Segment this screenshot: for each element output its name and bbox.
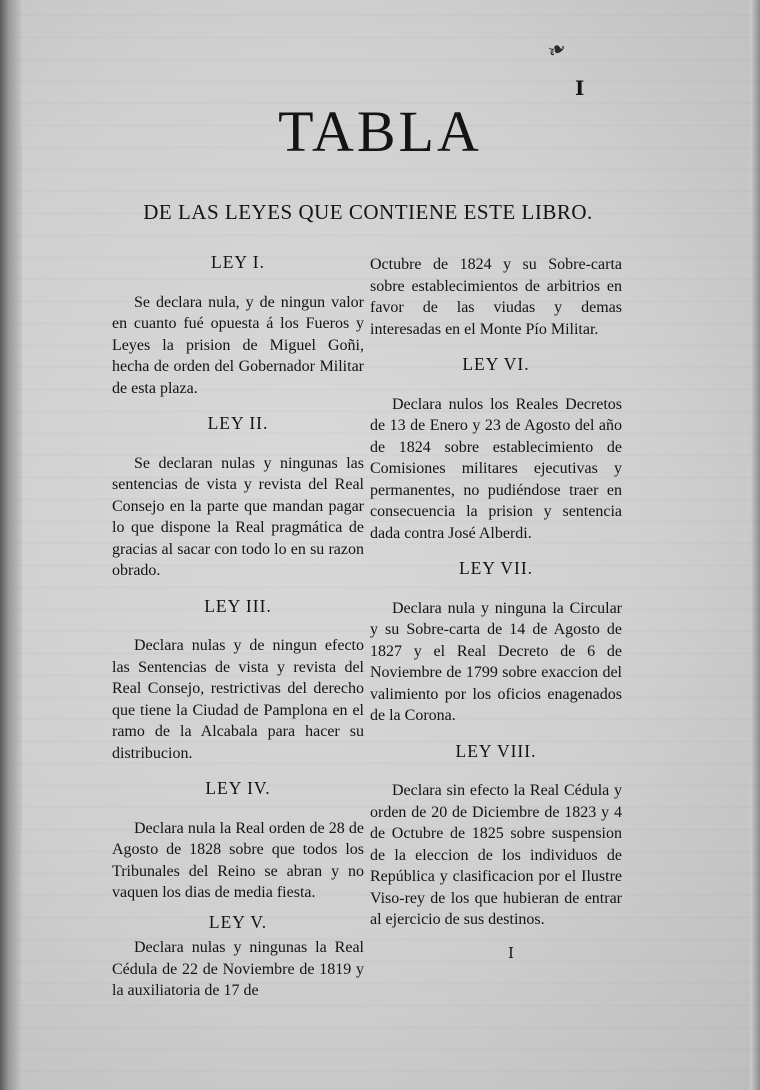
law-text: Se declara nula, y de ningun valor en cuanto fué opuesta á los Fueros y Leyes la prision de Miguel Goñi, hecha de orden del Gobernador Militar de esta plaza. xyxy=(112,293,364,397)
law-heading: LEY VIII. xyxy=(455,740,537,761)
law-text: Declara nula la Real orden de 28 de Agosto de 1828 sobre que todos los Tribunales del Reino se abran y no vaquen los dias de media fiesta. xyxy=(112,819,364,901)
page-title: TABLA xyxy=(278,99,482,164)
corner-ink-mark: ❧ xyxy=(543,35,571,66)
law-heading: LEY VI. xyxy=(462,354,530,374)
page-subtitle: DE LAS LEYES QUE CONTIENE ESTE LIBRO. xyxy=(143,200,593,224)
law-heading: LEY IV. xyxy=(205,778,271,798)
law-text: Declara sin efecto la Real Cédula y orden de 20 de Diciembre de 1823 y 4 de Octubre de 1825 sobre suspension de la eleccion de los individuos de República y clasificacion por el Ilustre Viso-rey de los que hubieran de entrar al ejercicio de sus destinos. xyxy=(370,782,622,928)
law-heading: LEY III. xyxy=(204,595,272,616)
law-heading: LEY I. xyxy=(211,252,265,272)
law-text: Se declaran nulas y ningunas las sentencias de vista y revista del Real Consejo en la parte que mandan pagar lo que dispone la Real pragmática de gracias al sacar con todo lo en su razon obrado. xyxy=(112,454,364,579)
left-column xyxy=(112,244,364,1002)
law-heading: LEY VII. xyxy=(458,558,534,578)
law-text: Declara nulas y de ningun efecto las Sentencias de vista y revista del Real Consejo, restrictivas del derecho que tiene la Ciudad de Pamplona en el ramo de la Alcabala para hacer su distribucion. xyxy=(112,637,364,762)
law-text-continuation: Octubre de 1824 y su Sobre-carta sobre establecimientos de arbitrios en favor de las viudas y demas interesadas en el Monte Pío Militar. xyxy=(370,256,622,338)
right-column xyxy=(370,244,622,931)
law-text: Declara nulos los Reales Decretos de 13 de Enero y 23 de Agosto del año de 1824 sobre establecimiento de Comisiones militares ejecutivas y permanentes, no pudiéndose traer en consecuencia la prision y sentencia dada contra José Alberdi. xyxy=(370,395,622,542)
law-heading: LEY II. xyxy=(207,413,269,433)
law-text: Declara nulas y ningunas la Real Cédula de 22 de Noviembre de 1819 y la auxiliatoria de 17 de xyxy=(112,939,364,999)
page-number-top: I xyxy=(575,76,585,100)
law-heading: LEY V. xyxy=(208,911,268,932)
page-signature-mark: I xyxy=(508,944,514,962)
law-text: Declara nula y ninguna la Circular y su Sobre-carta de 14 de Agosto de 1827 y el Real Decreto de 6 de Noviembre de 1799 sobre exaccion del valimiento por los oficios enagenados de la Corona. xyxy=(370,599,622,724)
